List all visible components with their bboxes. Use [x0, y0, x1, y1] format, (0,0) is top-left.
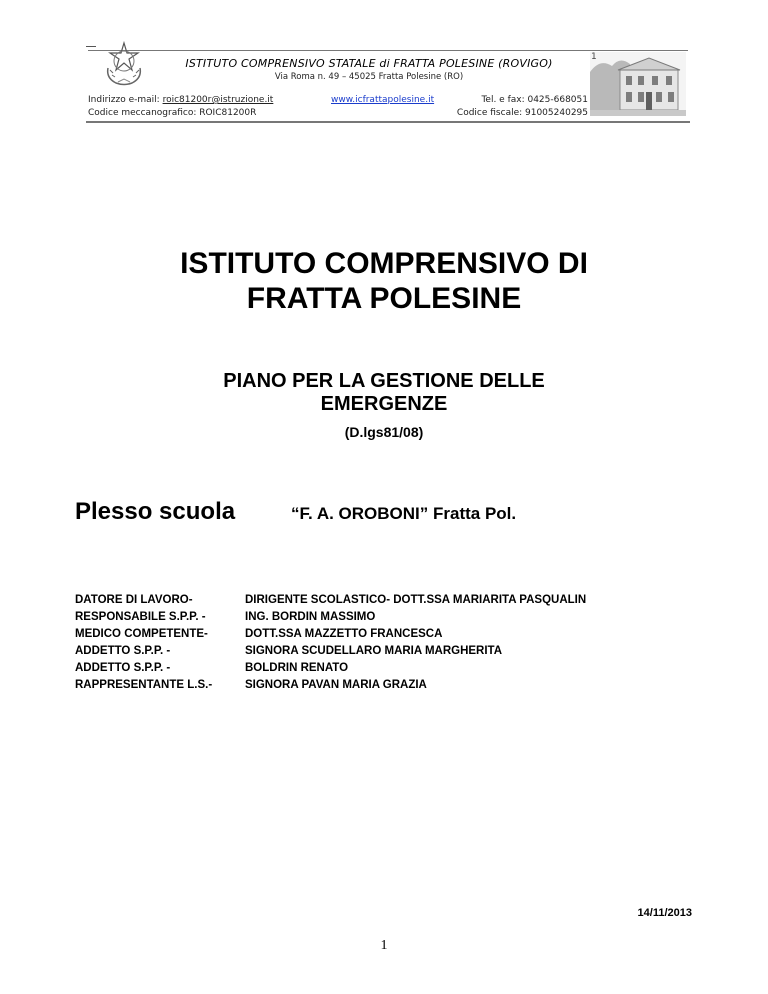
letterhead-meccanografico: Codice meccanografico: ROIC81200R: [88, 108, 257, 118]
document-title-line1: ISTITUTO COMPRENSIVO DI: [180, 247, 588, 280]
plesso-label: Plesso scuola: [75, 498, 236, 525]
role-label: RESPONSABILE S.P.P. -: [75, 611, 206, 623]
document-subtitle-line2: EMERGENZE: [320, 393, 448, 415]
document-title-line2: FRATTA POLESINE: [246, 282, 522, 315]
law-reference: (D.lgs81/08): [344, 424, 424, 440]
website-link[interactable]: www.icfrattapolesine.it: [331, 95, 435, 105]
role-row: [75, 660, 586, 677]
role-row: [75, 643, 586, 660]
role-person: SIGNORA PAVAN MARIA GRAZIA: [245, 679, 427, 691]
role-label: MEDICO COMPETENTE-: [75, 628, 208, 640]
letterhead-bottom-rule: [86, 121, 690, 123]
letterhead-phone: Tel. e fax: 0425-668051: [481, 95, 588, 105]
page-number: 1: [380, 938, 388, 953]
role-row: [75, 609, 586, 626]
letterhead-title: ISTITUTO COMPRENSIVO STATALE di FRATTA POLESINE (ROVIGO): [185, 57, 553, 70]
role-label: ADDETTO S.P.P. -: [75, 662, 171, 674]
role-row: [75, 592, 586, 609]
document-title: [84, 246, 684, 316]
role-row: [75, 626, 586, 643]
email-link[interactable]: roic81200r@istruzione.it: [162, 95, 274, 105]
letterhead-email-line: [88, 95, 273, 105]
villa-footnote-mark: 1: [591, 52, 597, 62]
role-person: DOTT.SSA MAZZETTO FRANCESCA: [245, 628, 443, 640]
letterhead-address: Via Roma n. 49 – 45025 Fratta Polesine (RO): [274, 72, 464, 82]
role-person: SIGNORA SCUDELLARO MARIA MARGHERITA: [245, 645, 503, 657]
document-date: 14/11/2013: [637, 907, 692, 919]
role-label: ADDETTO S.P.P. -: [75, 645, 171, 657]
role-person: BOLDRIN RENATO: [245, 662, 349, 674]
plesso-name: “F. A. OROBONI” Fratta Pol.: [291, 504, 517, 523]
italian-republic-emblem-icon: [100, 40, 148, 86]
letterhead-dash: [86, 46, 96, 47]
email-label: Indirizzo e-mail:: [88, 95, 163, 105]
role-row: [75, 677, 586, 694]
role-person: ING. BORDIN MASSIMO: [245, 611, 376, 623]
document-subtitle: [84, 370, 684, 416]
villa-photo-icon: [590, 52, 686, 116]
letterhead-top-rule: [88, 50, 688, 51]
letterhead-fiscal-code: Codice fiscale: 91005240295: [456, 108, 588, 118]
role-label: RAPPRESENTANTE L.S.-: [75, 679, 213, 691]
role-label: DATORE DI LAVORO-: [75, 594, 193, 606]
role-person: DIRIGENTE SCOLASTICO- DOTT.SSA MARIARITA PASQUALIN: [245, 594, 587, 606]
roles-list: [75, 592, 586, 694]
document-subtitle-line1: PIANO PER LA GESTIONE DELLE: [223, 370, 545, 392]
